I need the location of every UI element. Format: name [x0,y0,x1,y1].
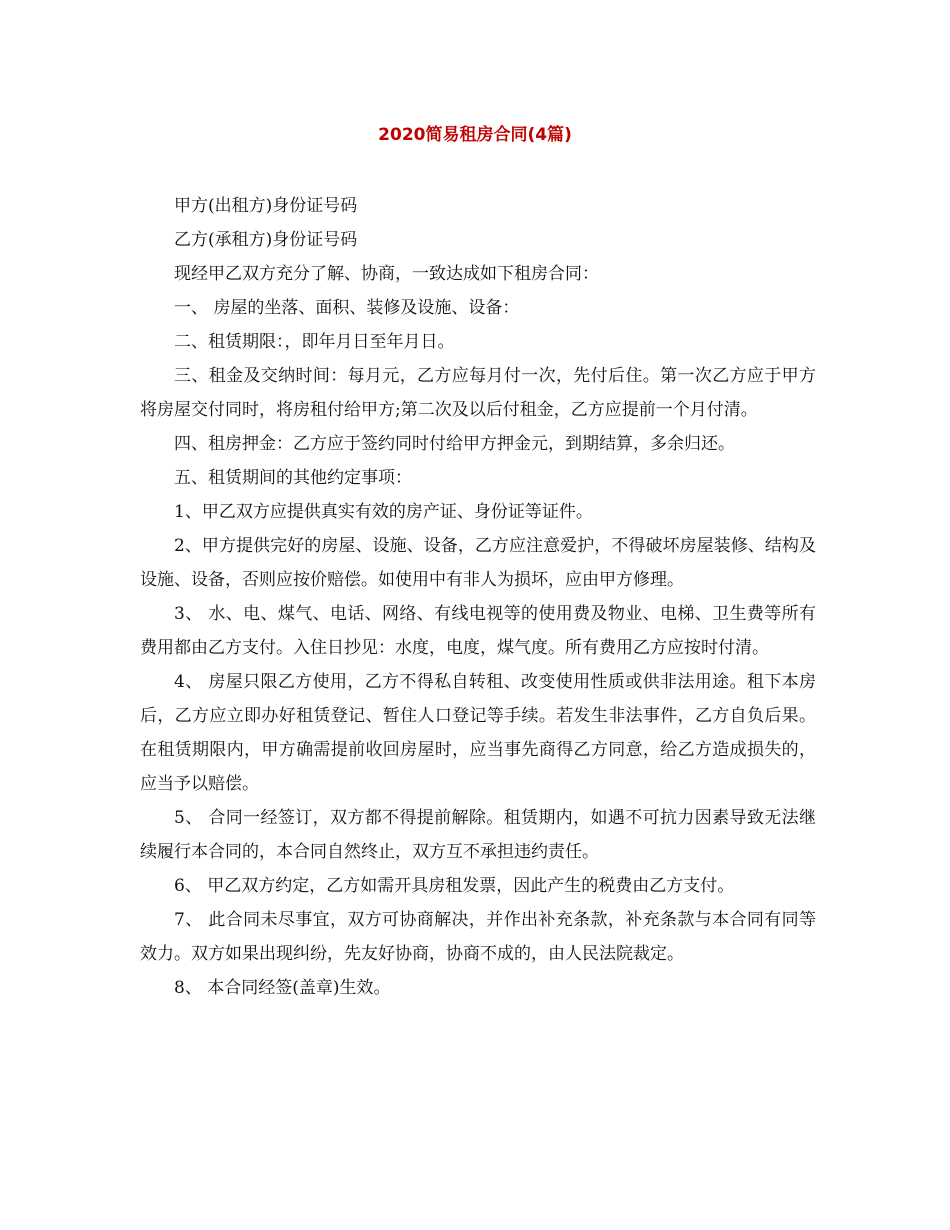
paragraph-clause-4: 四、租房押金：乙方应于签约同时付给甲方押金元，到期结算，多余归还。 [174,434,735,454]
paragraph-item-4: 4、 房屋只限乙方使用，乙方不得私自转租、改变使用性质或供非法用途。租下本房后，乙方应立即办好租赁登记、暂住人口登记等手续。若发生非法事件，乙方自负后果。在租赁期限内，甲方确需提前收回房屋时，应当事先商得乙方同意，给乙方造成损失的，应当予以赔偿。 [140,672,816,794]
paragraph-clause-1: 一、 房屋的坐落、面积、装修及设施、设备： [174,298,520,318]
document-title: 2020简易租房合同(4篇) [378,125,572,145]
paragraph-item-1: 1、甲乙双方应提供真实有效的房产证、身份证等证件。 [174,502,593,522]
paragraph-item-5: 5、 合同一经签订，双方都不得提前解除。租赁期内，如遇不可抗力因素导致无法继续履行本合同的，本合同自然终止，双方互不承担违约责任。 [140,808,816,862]
paragraph-item-8: 8、 本合同经签(盖章)生效。 [174,978,391,998]
paragraph-lessee-id: 乙方(承租方)身份证号码 [174,230,358,250]
paragraph-lessor-id: 甲方(出租方)身份证号码 [174,196,358,216]
paragraph-item-7: 7、 此合同未尽事宜，双方可协商解决，并作出补充条款，补充条款与本合同有同等效力。双方如果出现纠纷，先友好协商，协商不成的，由人民法院裁定。 [140,910,816,964]
document-body [140,189,816,1005]
paragraph-item-2: 2、甲方提供完好的房屋、设施、设备，乙方应注意爱护，不得破坏房屋装修、结构及设施、设备，否则应按价赔偿。如使用中有非人为损坏，应由甲方修理。 [140,536,816,590]
paragraph-clause-2: 二、租赁期限：，即年月日至年月日。 [174,332,455,352]
paragraph-item-3: 3、 水、电、煤气、电话、网络、有线电视等的使用费及物业、电梯、卫生费等所有费用都由乙方支付。入住日抄见：水度，电度，煤气度。所有费用乙方应按时付清。 [140,604,816,658]
paragraph-clause-5: 五、租赁期间的其他约定事项： [174,468,412,488]
paragraph-clause-3: 三、租金及交纳时间：每月元，乙方应每月付一次，先付后住。第一次乙方应于甲方将房屋交付同时，将房租付给甲方;第二次及以后付租金，乙方应提前一个月付清。 [140,366,816,420]
paragraph-item-6: 6、 甲乙双方约定，乙方如需开具房租发票，因此产生的税费由乙方支付。 [174,876,735,896]
paragraph-agreement-intro: 现经甲乙双方充分了解、协商，一致达成如下租房合同： [174,264,599,284]
